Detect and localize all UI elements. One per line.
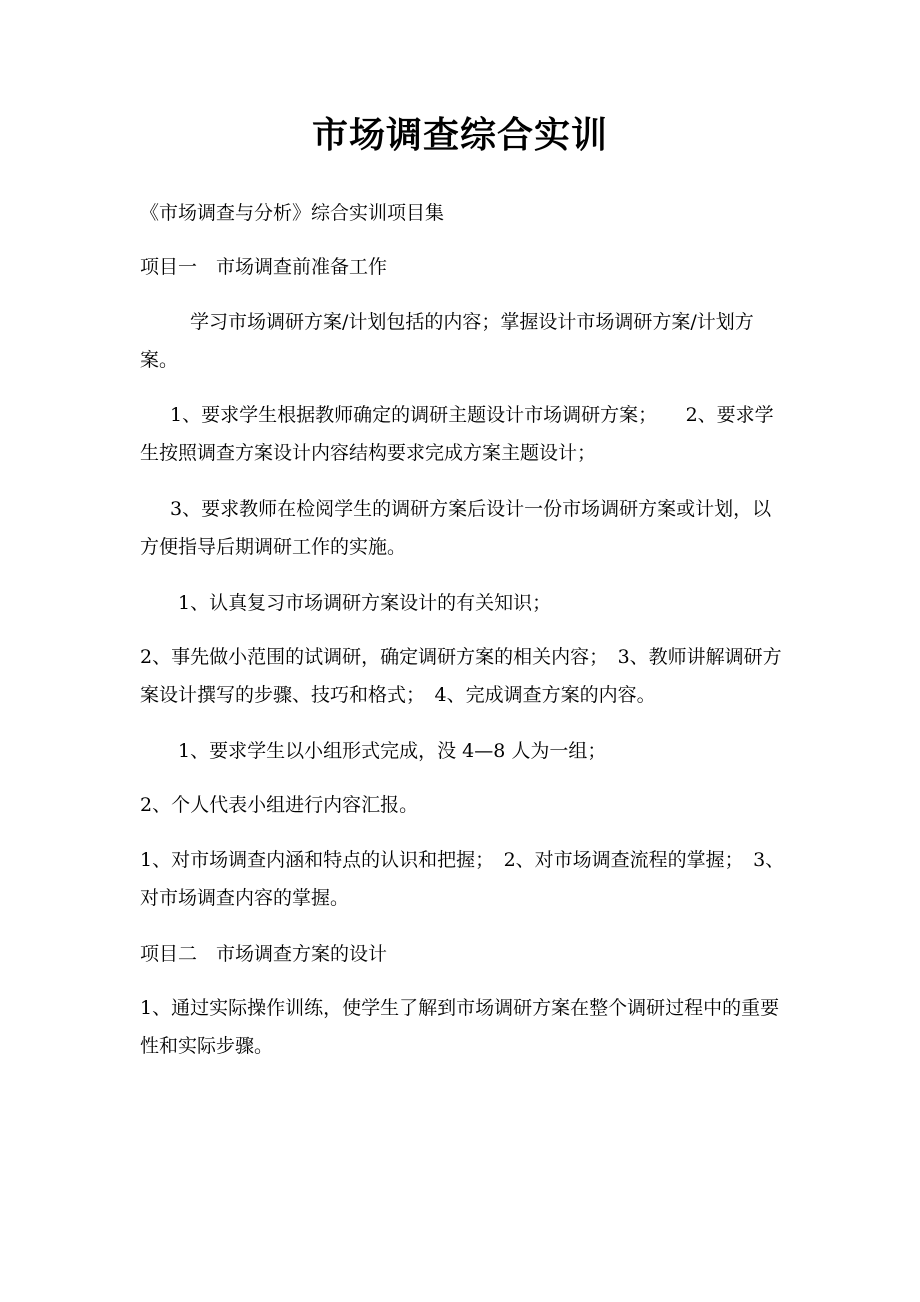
paragraph-organization-2: 2、个人代表小组进行内容汇报。 bbox=[140, 794, 419, 816]
paragraph-evaluation: 1、对市场调查内涵和特点的认识和把握； 2、对市场调查流程的掌握； 3、对市场调查内容的掌握。 bbox=[140, 849, 785, 909]
paragraph-project2-1: 1、通过实际操作训练，使学生了解到市场调研方案在整个调研过程中的重要性和实际步骤。 bbox=[140, 997, 780, 1057]
paragraph-steps-2-4: 2、事先做小范围的试调研，确定调研方案的相关内容； 3、教师讲解调研方案设计撰写的步骤、技巧和格式； 4、完成调查方案的内容。 bbox=[140, 646, 782, 706]
paragraph-requirements-1-2: 1、要求学生根据教师确定的调研主题设计市场调研方案； 2、要求学生按照调查方案设计内容结构要求完成方案主题设计； bbox=[140, 404, 774, 464]
page-title: 市场调查综合实训 bbox=[311, 115, 608, 156]
document-subtitle: 《市场调查与分析》综合实训项目集 bbox=[140, 202, 445, 224]
paragraph-step-1: 1、认真复习市场调研方案设计的有关知识； bbox=[178, 592, 552, 614]
paragraph-organization-1: 1、要求学生以小组形式完成，没 4—8 人为一组； bbox=[178, 740, 607, 762]
paragraph-goal: 学习市场调研方案/计划包括的内容；掌握设计市场调研方案/计划方案。 bbox=[140, 311, 754, 371]
project1-heading: 项目一 市场调查前准备工作 bbox=[140, 256, 388, 278]
project2-heading: 项目二 市场调查方案的设计 bbox=[140, 943, 388, 965]
paragraph-requirement-3: 3、要求教师在检阅学生的调研方案后设计一份市场调研方案或计划，以方便指导后期调研工作的实施。 bbox=[140, 498, 772, 558]
